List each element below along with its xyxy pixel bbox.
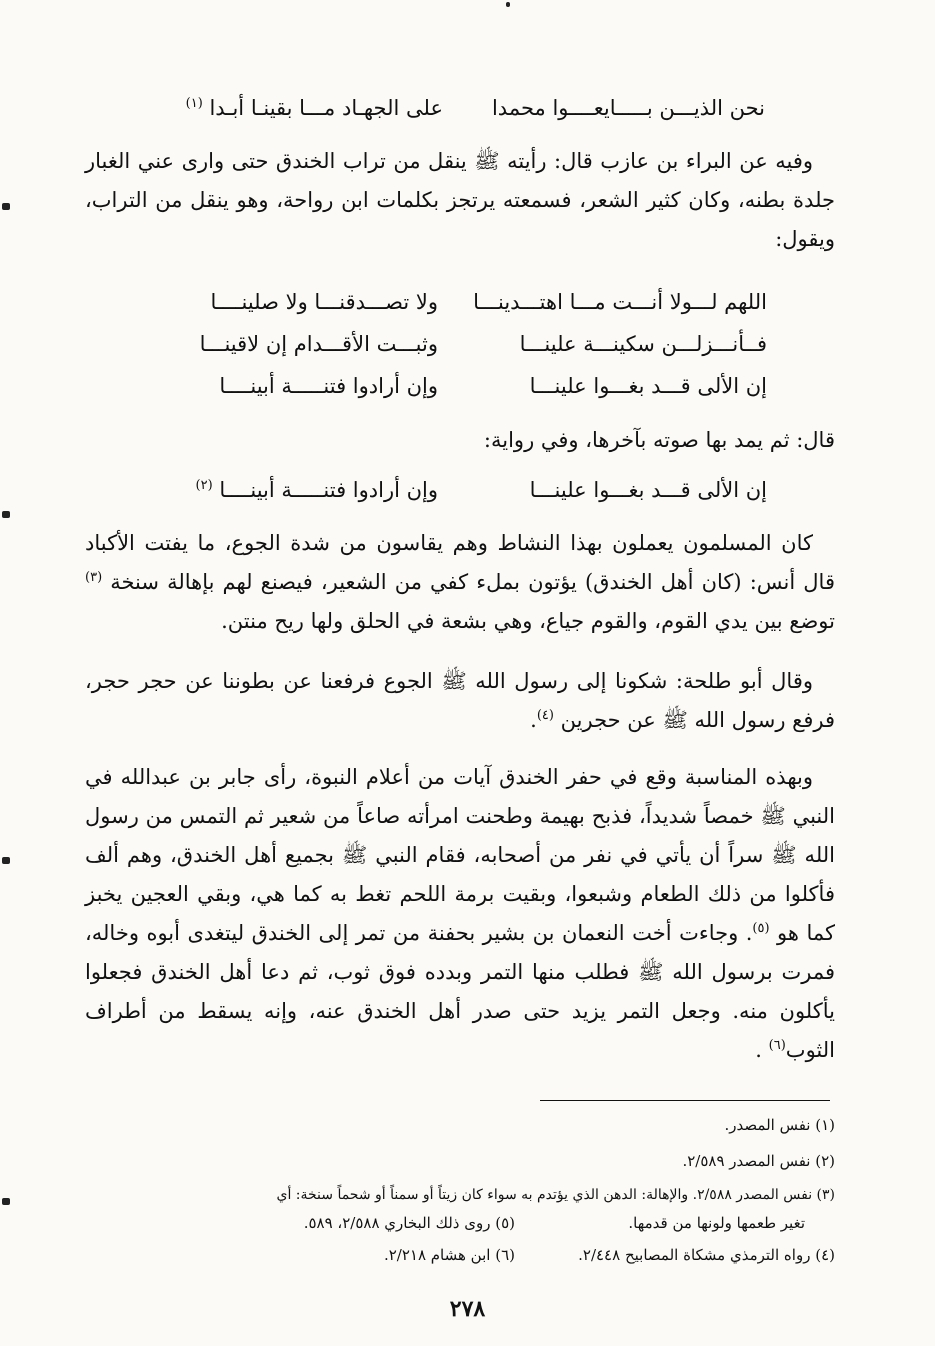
paragraph-bara [85,142,835,259]
paragraph-text: وفيه عن البراء بن عازب قال: رأيته ﷺ ينقل من تراب الخندق حتى وارى عني الغبار جلدة بطنه، وكان كثير الشعر، فسمعته يرتجز بكلمات ابن رواحة، وهو ينقل من التراب، ويقول: [85,149,835,251]
poem-line [0,366,935,406]
poem-line [0,282,935,322]
paragraph-anas [85,524,835,641]
paragraph-abu-talha: وقال أبو طلحة: شكونا إلى رسول الله ﷺ الجوع فرفعنا عن بطوننا عن حجر حجر، فرفع رسول الله ﷺ عن حجرين $^{(٤)}$. [85,669,835,732]
poem-second-hemistich: وإن أرادوا فتنـــــة أبينــــا [219,374,438,398]
footnote-ref: (٥) [752,921,770,936]
paragraph-jabir: وبهذه المناسبة وقع في حفر الخندق آيات من أعلام النبوة، رأى جابر بن عبدالله في النبي ﷺ خمصاً شديداً، فذبح بهيمة وطحنت امرأته صاعاً من شعير ثم التمس من رسول الله ﷺ سراً أن يأتي في نفر من أصحابه، فقام النبي ﷺ بجميع أهل الخندق، وهم ألف فأكلوا من ذلك الطعام وشبعوا، وبقيت برمة اللحم تغط به كما هي، وبقي العجين يخبز كما هو $^{(٥)}$. وجاءت أخت النعمان بن بشير بحفنة من تمر إلى الخندق ليتغدى أبوه وخاله، فمرت برسول الله ﷺ فطلب منها التمر وبدده فوق ثوب، ثم دعا أهل الخندق فجعلوا يأكلون منه. وجعل التمر يزيد حتى صدر أهل الخندق عنه، وإنه يسقط من أطراف الثوب$^{(٦)}$ . [85,765,835,1062]
footnote-ref: (٦) [768,1038,786,1053]
poem-line [0,324,935,364]
poem-second-hemistich: وثبـــت الأقـــدام إن لاقينـــا [199,332,438,356]
scan-mark [2,511,10,518]
verse-intro [0,88,935,128]
verse-first-hemistich: نحن الذيـــن بـــــايعــــوا محمدا [491,96,765,120]
paragraph-text: كان المسلمون يعملون بهذا النشاط وهم يقاسون من شدة الجوع، ما يفتت الأكباد قال أنس: (كان أهل الخندق) يؤتون بملء كفي من الشعير، فيصنع لهم بإهالة سنخة [85,531,835,594]
poem-first-hemistich: إن الألى قـــد بغـــوا علينـــا [529,478,767,502]
paragraph-text: وبهذه المناسبة وقع في حفر الخندق آيات من أعلام النبوة، رأى جابر بن عبدالله في النبي ﷺ خمصاً شديداً، فذبح بهيمة وطحنت امرأته صاعاً من شعير ثم التمس من رسول الله ﷺ سراً أن يأتي في نفر من أصحابه، فقام النبي ﷺ بجميع أهل الخندق، وهم ألف فأكلوا من ذلك الطعام وشبعوا، وبقيت برمة اللحم تغط به كما هي، وبقي العجين يخبز كما هو [85,765,835,945]
poem-second-hemistich: وإن أرادوا فتنـــــة أبينــــا $^{(٢)}$ [195,478,438,502]
paragraph-text: وقال أبو طلحة: شكونا إلى رسول الله ﷺ الجوع فرفعنا عن بطوننا عن حجر حجر، فرفع رسول الله ﷺ عن حجرين [85,669,835,732]
footnote-3: (٣) نفس المصدر ٢/٥٨٨. والإهالة: الدهن الذي يؤتدم به سواء كان زيتاً أو سمناً أو شحماً سنخة: أي [276,1187,835,1203]
footnote-1: (١) نفس المصدر. [724,1116,835,1134]
paragraph-text: توضع بين يدي القوم، والقوم جياع، وهي بشعة في الحلق ولها ريح منتن. [221,609,835,633]
poem-first-hemistich: فــأنـــزلـــن سكينـــة علينـــا [519,332,767,356]
poem-first-hemistich: اللهم لـــولا أنـــت مـــا اهتـــدينـــا [473,290,767,314]
footnote-ref: (٤) [536,708,554,723]
page-number: ٢٧٨ [449,1296,486,1322]
scan-mark [2,1198,10,1205]
footnote-5: (٥) روى ذلك البخاري ٢/٥٨٨، ٥٨٩. [303,1214,515,1232]
riwaya-intro: قال: ثم يمد بها صوته بآخرها، وفي رواية: [483,428,835,452]
scan-mark [506,2,510,7]
footnote-ref: (٢) [195,478,213,493]
verse-second-hemistich: على الجهـاد مـــا بقينـا أبـدا $^{(١)}$ [185,96,443,120]
scan-mark [2,857,10,864]
footnote-2: (٢) نفس المصدر ٢/٥٨٩. [682,1152,835,1170]
footnote-ref: (٣) [85,570,103,585]
scan-mark [2,203,10,210]
footnote-3-continued: تغير طعمها ولونها من قدمها. [628,1214,805,1232]
poem-first-hemistich: إن الألى قـــد بغـــوا علينـــا [529,374,767,398]
poem-second-hemistich: ولا تصـــدقنـــا ولا صلينــــا [210,290,438,314]
footnote-4: (٤) رواه الترمذي مشكاة المصابيح ٢/٤٤٨. [578,1246,835,1264]
footnote-ref: (١) [185,96,203,111]
footnote-divider [540,1100,830,1101]
paragraph-text: . وجاءت أخت النعمان بن بشير بحفنة من تمر إلى الخندق ليتغدى أبوه وخاله، فمرت برسول الله ﷺ فطلب منها التمر وبدده فوق ثوب، ثم دعا أهل الخندق فجعلوا يأكلون منه. وجعل التمر يزيد حتى صدر أهل الخندق عنه، وإنه يسقط من أطراف الثوب [85,921,835,1062]
riwaya-verse [0,470,935,510]
footnote-6: (٦) ابن هشام ٢/٢١٨. [383,1246,515,1264]
